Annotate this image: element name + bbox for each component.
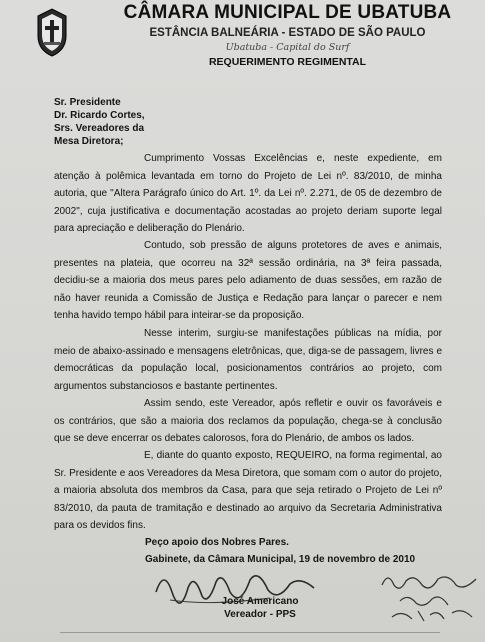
signer-role: Vereador - PPS [224, 609, 296, 620]
closing-request: Peço apoio dos Nobres Pares. [145, 537, 289, 548]
address-line: Srs. Vereadores da [54, 123, 145, 134]
paragraph: Cumprimento Vossas Excelências e, neste expediente, em atenção à polêmica levantada em torno do Projeto de Lei nº. 83/2010, de minha autoria, que "Altera Parágrafo único do Art. 1º. da Lei nº. 2.271, de 05 de dezembro de 2002", cuja justificativa e documentação acostadas ao projeto deriam suporte legal para apreciação e deliberação do Plenário. [54, 153, 442, 235]
header-title: CÂMARA MUNICIPAL DE UBATUBA [123, 2, 452, 23]
handwritten-receipt-stamp-icon [378, 567, 482, 625]
paragraph: E, diante do quanto exposto, REQUEIRO, na forma regimental, ao Sr. Presidente e aos Vereadores da Mesa Diretora, que somam com o autor do projeto, a maioria absoluta dos membros da Casa, para que seja retirado o Projeto de Lei nº 83/2010, da pauta de tramitação e destinado ao arquivo da Secretaria Administrativa para os devidos fins. [54, 450, 442, 532]
signer-name: José Americano [221, 596, 299, 607]
header-subtitle: ESTÂNCIA BALNEÁRIA - ESTADO DE SÃO PAULO [149, 27, 426, 39]
header-slogan: Ubatuba - Capital do Surf [225, 42, 350, 53]
footer-divider [60, 632, 440, 641]
paragraph: Assim sendo, este Vereador, após refletir e ouvir os favoráveis e os contrários, que são a maioria dos reclamos da população, chega-se à conclusão que se deve encerrar os debates calorosos, fora do Plenário, de ambos os lados. [54, 398, 442, 445]
paragraph: Nesse interim, surgiu-se manifestações públicas na mídia, por meio de abaixo-assinado e mensagens eletrônicas, que, diga-se de passagem, livres e democráticas da população local, posicionamentos contrários ao projeto, com argumentos substanciosos e bastante pertinentes. [54, 328, 442, 392]
address-line: Dr. Ricardo Cortes, [54, 110, 145, 121]
place-date: Gabinete, da Câmara Municipal, 19 de novembro de 2010 [145, 554, 416, 565]
document-type: REQUERIMENTO REGIMENTAL [208, 56, 367, 68]
coat-of-arms-icon [34, 6, 70, 58]
paragraph: Contudo, sob pressão de alguns protetores de aves e animais, presentes na plateia, que ocorreu na 32ª sessão ordinária, na 3ª feira passada, decidiu-se a maioria dos meus pares pelo adiamento de duas sessões, em razão de não haver reunida a Comissão de Justiça e Redação para lançar o parecer e nem tenha havido tempo hábil para inteirar-se da proposição. [54, 240, 442, 322]
address-line: Mesa Diretora; [54, 136, 124, 147]
address-line: Sr. Presidente [54, 97, 121, 108]
